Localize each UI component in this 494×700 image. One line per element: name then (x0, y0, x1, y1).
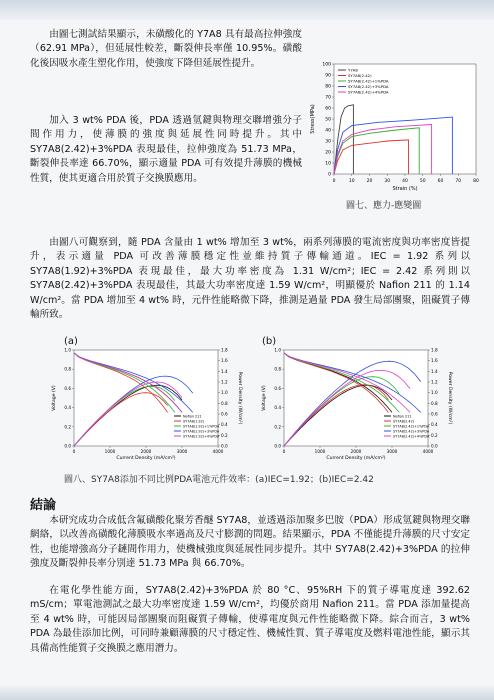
y-tick-label: 60 (325, 106, 331, 112)
y-tick-label: 50 (325, 117, 331, 123)
x-tick-label: 60 (437, 179, 444, 184)
y-tick-label: 10 (325, 161, 331, 167)
y2-tick-label: 1.0 (221, 390, 228, 396)
y-tick-label: 0.4 (274, 405, 281, 411)
y-tick-label: 0.6 (64, 385, 71, 391)
legend-label: SY7A8(1.92)+3%PDA (183, 429, 220, 434)
y-axis-label: Voltage (V) (262, 385, 267, 411)
x-tick-label: 3000 (176, 449, 188, 454)
y2-tick-label: 0.8 (431, 400, 438, 406)
section-heading-conclusion: 結論 (30, 498, 57, 513)
y-tick-label: 70 (325, 95, 331, 101)
figure-8-caption: 圖八、SY7A8添加不同比例PDA電池元件效率：(a)IEC=1.92；(b)IEC=2.42 (64, 475, 374, 485)
y2-tick-label: 0.2 (431, 432, 438, 438)
y-tick-label: 1.0 (64, 347, 71, 353)
y-tick-label: 0.8 (274, 366, 281, 372)
x-tick-label: 4000 (422, 449, 434, 454)
y-axis-label: Stress(MPa) (310, 104, 316, 134)
x-axis-label: Strain (%) (392, 186, 418, 192)
y-tick-label: 1.0 (274, 347, 281, 353)
y2-tick-label: 1.0 (431, 390, 438, 396)
y2-tick-label: 0.6 (431, 411, 438, 417)
page-footer-band (0, 686, 494, 700)
legend-label: Nafion 211 (393, 414, 412, 419)
y2-tick-label: 0.4 (431, 422, 438, 428)
y2-tick-label: 1.6 (221, 358, 228, 364)
y2-tick-label: 0.0 (431, 443, 438, 449)
y-tick-label: 80 (325, 84, 331, 90)
y-tick-label: 0.6 (274, 385, 281, 391)
y2-tick-label: 1.4 (221, 368, 228, 374)
x-axis-label: Current Density (mA/cm²) (326, 456, 386, 461)
paragraph-conclusion-1: 本研究成功合成低含氟磺酸化聚芳香醚 SY7A8，並透過添加聚多巴胺（PDA）形成氫鍵與物理交聯網絡，以改善高磺酸化薄膜吸水率過高及尺寸膨潤的問題。結果顯示，PDA 不僅能提升薄膜的尺寸安定性，也能增強高分子鏈間作用力，使機械強度與延展性同步提升。其中 SY7A8(2.42)+3%PDA 的拉伸強度及斷裂伸長率分別達 51.73 MPa 與 66.70%。 (30, 515, 470, 570)
legend-label: SY7A8(2.42) (348, 73, 372, 78)
y-tick-label: 0.2 (64, 424, 71, 430)
y-tick-label: 30 (325, 139, 331, 145)
figure-7-caption: 圖七、應力-應變圖 (346, 201, 422, 211)
y-tick-label: 0 (328, 172, 331, 178)
x-tick-label: 40 (402, 179, 408, 184)
page-header-band (0, 0, 494, 20)
y-tick-label: 0.0 (274, 443, 281, 449)
y-tick-label: 90 (325, 73, 331, 79)
y2-tick-label: 1.2 (431, 379, 438, 385)
y2-tick-label: 1.4 (431, 368, 438, 374)
legend-label: SY7A8(1.92) (183, 419, 205, 424)
paragraph-pda-effect: 加入 3 wt% PDA 後，PDA 透過氫鍵與物理交聯增強分子間作用力，使薄膜的強度與延展性同時提升。其中 SY7A8(2.42)+3%PDA 表現最佳，拉伸強度為 51.73 MPa，斷裂伸長率達 66.70%，顯示適量 PDA 可有效提升薄膜的機械性質，使其更適合用於質子交換膜應用。 (30, 115, 302, 184)
x-tick-label: 3000 (386, 449, 398, 454)
x-tick-label: 70 (455, 179, 462, 184)
paragraph-fig7-result: 由圖七測試結果顯示，未磺酸化的 Y7A8 具有最高拉伸強度（62.91 MPa），但延展性較差，斷裂伸長率僅 10.95%。磺酸化後因吸水產生塑化作用，使強度下降但延展性提升。 (30, 29, 302, 69)
x-tick-label: 80 (473, 179, 479, 184)
y2-tick-label: 1.8 (431, 347, 438, 353)
y2-tick-label: 1.6 (431, 358, 438, 364)
legend-label: Y7A8 (348, 67, 358, 73)
paragraph-conclusion-2: 在電化學性能方面，SY7A8(2.42)+3%PDA 於 80 °C、95%RH 下的質子導電度達 392.62 mS/cm；單電池測試之最大功率密度達 1.59 W/cm²，均優於商用 Nafion 211。當 PDA 添加量提高至 4 wt% 時，可能因局部團聚而阻礙質子傳輸，使導電度與元件性能略微下降。綜合而言，3 wt% PDA 為最佳添加比例，可同時兼顧薄膜的尺寸穩定性、機械性質、質子導電度及燃料電池性能，顯示其具備高性能質子交換膜之應用潛力。 (30, 585, 470, 654)
x-tick-label: 2000 (350, 449, 362, 454)
y-tick-label: 0.2 (274, 424, 281, 430)
polarization-chart-b (258, 346, 454, 464)
stress-strain-chart (308, 58, 486, 198)
y2-tick-label: 1.2 (221, 379, 228, 385)
y2-tick-label: 0.2 (221, 432, 228, 438)
panel-label-b: (b) (262, 336, 277, 347)
legend-label: SY7A8(2.42)+4%PDA (348, 89, 389, 95)
x-tick-label: 0 (332, 179, 336, 184)
y2-tick-label: 0.8 (221, 400, 228, 406)
y2-axis-label: Power Density (W/cm²) (447, 371, 452, 425)
y-tick-label: 40 (325, 128, 331, 134)
x-tick-label: 0 (282, 449, 286, 454)
y2-tick-label: 0.0 (221, 443, 228, 449)
legend-label: SY7A8(2.42)+4%PDA (393, 434, 430, 439)
legend-label: Nafion 211 (183, 414, 202, 419)
legend-label: SY7A8(2.42)+3%PDA (393, 429, 430, 434)
x-tick-label: 1000 (104, 449, 116, 454)
legend-label: SY7A8(1.92)+4%PDA (183, 434, 220, 439)
y-tick-label: 20 (325, 150, 331, 156)
x-tick-label: 0 (72, 449, 76, 454)
legend-label: SY7A8(2.42)+3%PDA (348, 84, 389, 89)
x-tick-label: 10 (348, 179, 355, 184)
y2-tick-label: 0.6 (221, 411, 228, 417)
y2-tick-label: 0.4 (221, 422, 228, 428)
x-tick-label: 1000 (314, 449, 326, 454)
x-tick-label: 2000 (140, 449, 152, 454)
x-tick-label: 20 (366, 179, 373, 184)
x-tick-label: 50 (419, 179, 426, 184)
polarization-chart-a (48, 346, 244, 464)
x-tick-label: 4000 (212, 449, 224, 454)
legend-label: SY7A8(2.42) (393, 419, 415, 424)
legend-label: SY7A8(2.42)+1%PDA (348, 78, 389, 84)
paragraph-fig8-result: 由圖八可觀察到，隨 PDA 含量由 1 wt% 增加至 3 wt%，兩系列薄膜的電流密度與功率密度皆提升，表示適量 PDA 可改善薄膜穩定性並維持質子傳輸通道。IEC = 1.92 系列以 SY7A8(1.92)+3%PDA 表現最佳，最大功率密度為 1.31 W/cm²；IEC = 2.42 系列則以 SY7A8(2.42)+3%PDA 表現最佳，其最大功率密度達 1.59 W/cm²，明顯優於 Nafion 211 的 1.14 W/cm²。當 PDA 增加至 4 wt% 時，元件性能略微下降，推測是過量 PDA 發生局部團聚，阻礙質子傳輸所致。 (30, 237, 470, 321)
y-tick-label: 0.8 (64, 366, 71, 372)
y-tick-label: 100 (322, 62, 331, 68)
legend-label: SY7A8(1.92)+1%PDA (183, 424, 220, 429)
y2-axis-label: Power Density (W/cm²) (237, 371, 242, 425)
y2-tick-label: 1.8 (221, 347, 228, 353)
panel-label-a: (a) (64, 336, 78, 347)
x-tick-label: 30 (384, 179, 391, 184)
legend-label: SY7A8(2.42)+1%PDA (393, 424, 430, 429)
y-axis-label: Voltage (V) (52, 385, 57, 411)
x-axis-label: Current Density (mA/cm²) (116, 456, 176, 461)
y-tick-label: 0.4 (64, 405, 71, 411)
y-tick-label: 0.0 (64, 443, 71, 449)
